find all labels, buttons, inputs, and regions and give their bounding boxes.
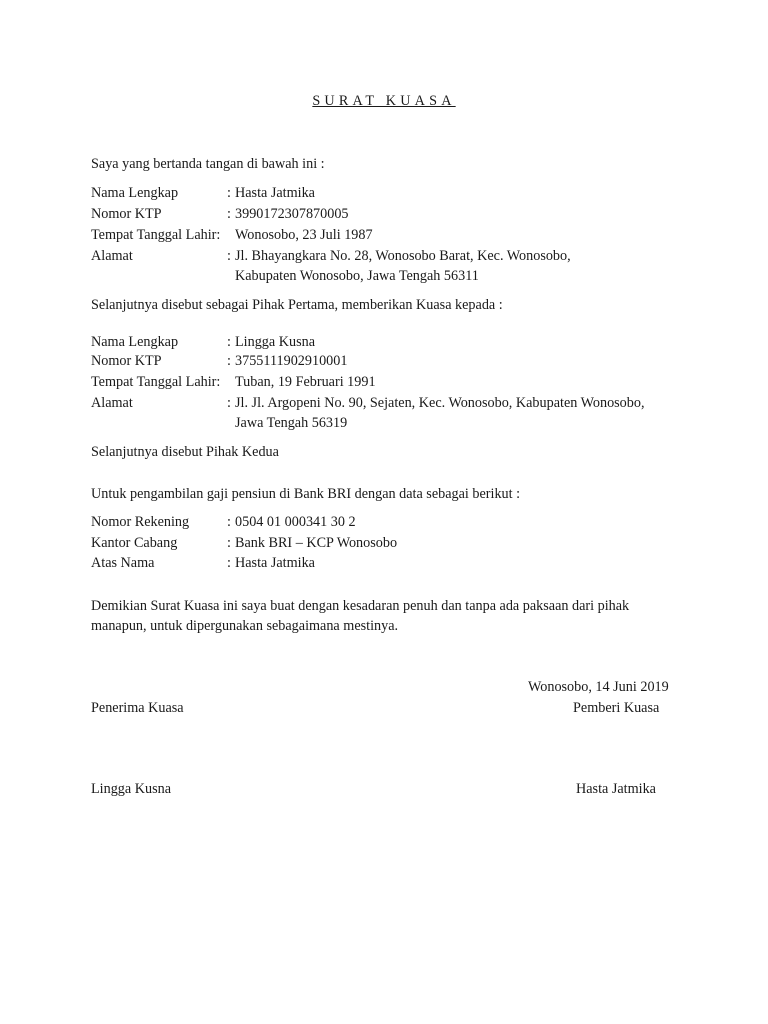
purpose-text: Untuk pengambilan gaji pensiun di Bank BRI dengan data sebagai berikut :: [91, 486, 521, 502]
atas-nama-value: Hasta Jatmika: [235, 555, 315, 571]
atas-nama-label: Atas Nama: [91, 555, 155, 571]
pemberi-kuasa-label: Pemberi Kuasa: [573, 700, 660, 716]
p1-nama-value: Hasta Jatmika: [235, 185, 315, 201]
p1-alamat-line2: Kabupaten Wonosobo, Jawa Tengah 56311: [235, 268, 479, 284]
cabang-label: Kantor Cabang: [91, 535, 178, 551]
p2-ktp-value: 3755111902910001: [235, 353, 348, 369]
p2-alamat-line1: Jl. Jl. Argopeni No. 90, Sejaten, Kec. Wonosobo, Kabupaten Wonosobo,: [235, 395, 645, 411]
rekening-label: Nomor Rekening: [91, 514, 190, 530]
closing-line-2: manapun, untuk dipergunakan sebagaimana mestinya.: [91, 618, 399, 634]
p2-alamat-line2: Jawa Tengah 56319: [235, 415, 348, 431]
p1-nama-colon: :: [227, 185, 231, 201]
cabang-value: Bank BRI – KCP Wonosobo: [235, 535, 398, 551]
pemberi-kuasa-name: Hasta Jatmika: [576, 781, 656, 797]
closing-line-1: Demikian Surat Kuasa ini saya buat dengan kesadaran penuh dan tanpa ada paksaan dari pihak: [91, 598, 630, 614]
rekening-value: 0504 01 000341 30 2: [235, 514, 356, 530]
p2-nama-colon: :: [227, 334, 231, 350]
p2-ktp-colon: :: [227, 353, 231, 369]
p1-ttl-value: Wonosobo, 23 Juli 1987: [235, 227, 373, 243]
p2-nama-label: Nama Lengkap: [91, 334, 179, 350]
p1-ktp-colon: :: [227, 206, 231, 222]
p2-nama-value: Lingga Kusna: [235, 334, 315, 350]
p1-ktp-label: Nomor KTP: [91, 206, 162, 222]
cabang-colon: :: [227, 535, 231, 551]
p2-alamat-label: Alamat: [91, 395, 133, 411]
p1-ktp-value: 3990172307870005: [235, 206, 349, 222]
p1-ttl-label: Tempat Tanggal Lahir:: [91, 227, 221, 243]
p1-alamat-label: Alamat: [91, 248, 133, 264]
transition-pihak-kedua: Selanjutnya disebut Pihak Kedua: [91, 444, 279, 460]
p2-alamat-colon: :: [227, 395, 231, 411]
document-title: SURAT KUASA: [312, 93, 456, 109]
rekening-colon: :: [227, 514, 231, 530]
p2-ttl-value: Tuban, 19 Februari 1991: [235, 374, 376, 390]
p1-nama-label: Nama Lengkap: [91, 185, 179, 201]
p1-alamat-colon: :: [227, 248, 231, 264]
atas-nama-colon: :: [227, 555, 231, 571]
p2-ttl-label: Tempat Tanggal Lahir:: [91, 374, 221, 390]
place-date: Wonosobo, 14 Juni 2019: [528, 679, 669, 695]
penerima-kuasa-label: Penerima Kuasa: [91, 700, 184, 716]
intro-text: Saya yang bertanda tangan di bawah ini :: [91, 156, 325, 172]
p1-alamat-line1: Jl. Bhayangkara No. 28, Wonosobo Barat, Kec. Wonosobo,: [235, 248, 571, 264]
penerima-kuasa-name: Lingga Kusna: [91, 781, 171, 797]
p2-ktp-label: Nomor KTP: [91, 353, 162, 369]
transition-pihak-pertama: Selanjutnya disebut sebagai Pihak Pertama, memberikan Kuasa kepada :: [91, 297, 503, 313]
